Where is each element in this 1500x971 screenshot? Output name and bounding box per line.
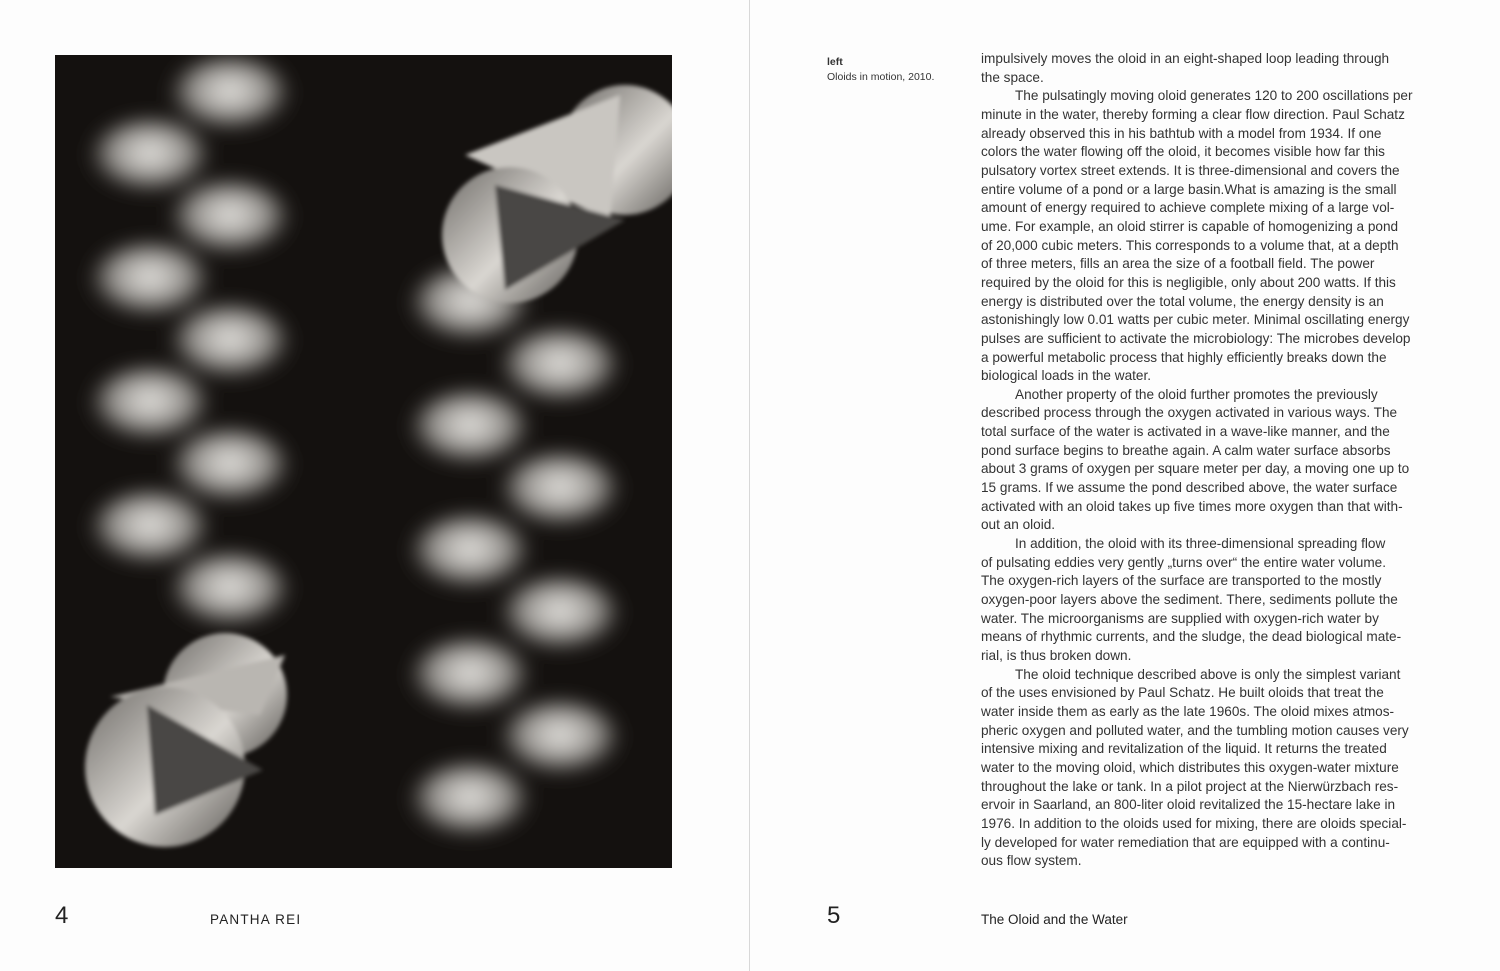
helix-blob bbox=[498, 699, 622, 779]
body-line: astonishingly low 0.01 watts per cubic meter. Minimal oscillating energy bbox=[981, 312, 1410, 328]
helix-blob bbox=[408, 513, 532, 593]
helix-blob bbox=[498, 575, 622, 655]
body-line: described process through the oxygen activated in various ways. The bbox=[981, 405, 1398, 421]
body-line: pulses are sufficient to activate the microbiology: The microbes develop bbox=[981, 330, 1411, 346]
body-line: The oloid technique described above is only the simplest variant bbox=[1015, 666, 1401, 682]
body-line: entire volume of a pond or a large basin.What is amazing is the small bbox=[981, 181, 1397, 197]
body-line: ume. For example, an oloid stirrer is capable of homogenizing a pond bbox=[981, 218, 1399, 234]
body-line: pheric oxygen and polluted water, and the tumbling motion causes very bbox=[981, 722, 1409, 738]
helix-blob bbox=[168, 427, 292, 507]
running-head-right: The Oloid and the Water bbox=[981, 912, 1128, 927]
helix-blob bbox=[88, 489, 212, 569]
body-line: activated with an oloid takes up five times more oxygen than that with- bbox=[981, 498, 1403, 514]
body-line: rial, is thus broken down. bbox=[981, 648, 1132, 663]
oloids-in-motion-photo bbox=[55, 55, 672, 868]
body-line: pulsatory vortex street extends. It is three-dimensional and covers the bbox=[981, 162, 1400, 178]
running-head-left: PANTHA REI bbox=[210, 912, 302, 927]
body-line: impulsively moves the oloid in an eight-shaped loop leading through bbox=[981, 51, 1390, 66]
body-line: intensive mixing and revitalization of the liquid. It returns the treated bbox=[981, 741, 1387, 757]
body-line: total surface of the water is activated in a wave-like manner, and the bbox=[981, 424, 1390, 440]
body-line: minute in the water, thereby forming a clear flow direction. Paul Schatz bbox=[981, 106, 1405, 122]
body-line: oxygen-poor layers above the sediment. There, sediments pollute the bbox=[981, 592, 1398, 608]
helix-blob bbox=[408, 389, 532, 469]
helix-blob bbox=[168, 551, 292, 631]
body-line: means of rhythmic currents, and the sludge, the dead biological mate- bbox=[981, 629, 1402, 645]
helix-blob bbox=[168, 303, 292, 383]
body-line: energy is distributed over the total volume, the energy density is an bbox=[981, 293, 1384, 309]
body-line: ly developed for water remediation that are equipped with a continu- bbox=[981, 834, 1390, 850]
body-line: pond surface begins to breathe again. A calm water surface absorbs bbox=[981, 442, 1391, 458]
body-line: water inside them as early as the late 1960s. The oloid mixes atmos- bbox=[981, 703, 1395, 719]
body-line: required by the oloid for this is negligible, only about 200 watts. If this bbox=[981, 274, 1396, 290]
helix-blob bbox=[408, 761, 532, 841]
body-line: a powerful metabolic process that highly efficiently breaks down the bbox=[981, 349, 1387, 365]
body-line: water. The microorganisms are supplied with oxygen-rich water by bbox=[981, 610, 1379, 626]
body-line: ervoir in Saarland, an 800-liter oloid revitalized the 15-hectare lake in bbox=[981, 797, 1396, 813]
body-line: 15 grams. If we assume the pond described above, the water surface bbox=[981, 480, 1398, 496]
helix-blob bbox=[88, 241, 212, 321]
body-text bbox=[981, 50, 1451, 871]
body-line: water to the moving oloid, which distributes this oxygen-water mixture bbox=[981, 759, 1399, 775]
body-line: throughout the lake or tank. In a pilot project at the Nierwürzbach res- bbox=[981, 778, 1399, 794]
body-line: of three meters, fills an area the size of a football field. The power bbox=[981, 256, 1375, 272]
helix-blob bbox=[168, 179, 292, 259]
body-line: The oxygen-rich layers of the surface are transported to the mostly bbox=[981, 573, 1382, 589]
page-number-right: 5 bbox=[827, 902, 841, 929]
helix-blob bbox=[168, 55, 292, 135]
body-line: ous flow system. bbox=[981, 853, 1082, 869]
helix-blob bbox=[88, 117, 212, 197]
body-line: 1976. In addition to the oloids used for mixing, there are oloids special- bbox=[981, 815, 1407, 831]
body-line: biological loads in the water. bbox=[981, 368, 1152, 384]
page-number-left: 4 bbox=[55, 902, 69, 929]
caption-text: Oloids in motion, 2010. bbox=[827, 71, 935, 83]
body-line: of pulsating eddies very gently „turns over“ the entire water volume. bbox=[981, 554, 1386, 570]
photo-caption bbox=[827, 55, 934, 85]
body-line: Another property of the oloid further promotes the previously bbox=[1015, 386, 1378, 402]
helix-blob bbox=[88, 365, 212, 445]
helix-blob bbox=[408, 637, 532, 717]
body-line: out an oloid. bbox=[981, 517, 1056, 533]
body-line: of 20,000 cubic meters. This corresponds to a volume that, at a depth bbox=[981, 237, 1399, 253]
body-line: the space. bbox=[981, 69, 1044, 85]
body-line: In addition, the oloid with its three-dimensional spreading flow bbox=[1015, 536, 1386, 552]
helix-blob bbox=[498, 327, 622, 407]
helix-blob bbox=[498, 451, 622, 531]
body-line: The pulsatingly moving oloid generates 120 to 200 oscillations per bbox=[1015, 88, 1413, 104]
body-line: of the uses envisioned by Paul Schatz. He built oloids that treat the bbox=[981, 685, 1384, 701]
caption-title: left bbox=[827, 56, 843, 68]
body-line: about 3 grams of oxygen per square meter per day, a moving one up to bbox=[981, 461, 1410, 477]
body-line: colors the water flowing off the oloid, it becomes visible how far this bbox=[981, 144, 1385, 160]
body-line: already observed this in his bathtub with a model from 1934. If one bbox=[981, 125, 1382, 141]
body-line: amount of energy required to achieve complete mixing of a large vol- bbox=[981, 200, 1395, 216]
left-page bbox=[0, 0, 749, 971]
